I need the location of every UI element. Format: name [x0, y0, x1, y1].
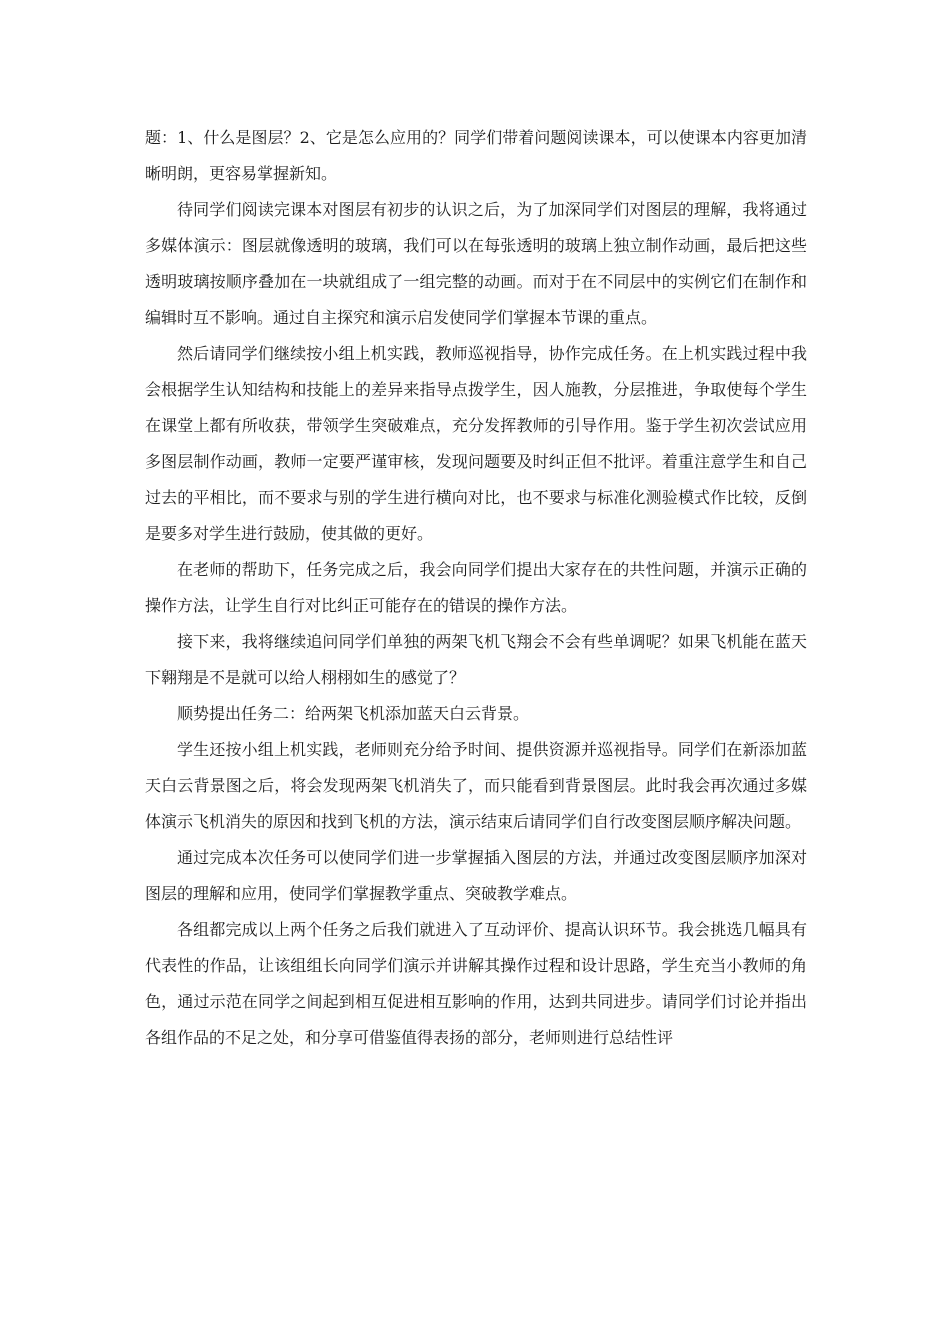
document-body	[145, 120, 807, 1056]
paragraph-9: 各组都完成以上两个任务之后我们就进入了互动评价、提高认识环节。我会挑选几幅具有代表性的作品，让该组组长向同学们演示并讲解其操作过程和设计思路，学生充当小教师的角色，通过示范在同学之间起到相互促进相互影响的作用，达到共同进步。请同学们讨论并指出各组作品的不足之处，和分享可借鉴值得表扬的部分，老师则进行总结性评	[145, 920, 807, 1047]
paragraph-7: 学生还按小组上机实践，老师则充分给予时间、提供资源并巡视指导。同学们在新添加蓝天白云背景图之后，将会发现两架飞机消失了，而只能看到背景图层。此时我会再次通过多媒体演示飞机消失的原因和找到飞机的方法，演示结束后请同学们自行改变图层顺序解决问题。	[145, 740, 807, 831]
paragraph-5: 接下来，我将继续追问同学们单独的两架飞机飞翔会不会有些单调呢？如果飞机能在蓝天下翱翔是不是就可以给人栩栩如生的感觉了？	[145, 632, 807, 687]
paragraph-2: 待同学们阅读完课本对图层有初步的认识之后，为了加深同学们对图层的理解，我将通过多媒体演示：图层就像透明的玻璃，我们可以在每张透明的玻璃上独立制作动画，最后把这些透明玻璃按顺序叠加在一块就组成了一组完整的动画。而对于在不同层中的实例它们在制作和编辑时互不影响。通过自主探究和演示启发使同学们掌握本节课的重点。	[145, 200, 807, 327]
paragraph-3: 然后请同学们继续按小组上机实践，教师巡视指导，协作完成任务。在上机实践过程中我会根据学生认知结构和技能上的差异来指导点拨学生，因人施教，分层推进，争取使每个学生在课堂上都有所收获，带领学生突破难点，充分发挥教师的引导作用。鉴于学生初次尝试应用多图层制作动画，教师一定要严谨审核，发现问题要及时纠正但不批评。着重注意学生和自己过去的平相比，而不要求与别的学生进行横向对比，也不要求与标准化测验模式作比较，反倒是要多对学生进行鼓励，使其做的更好。	[145, 344, 807, 543]
paragraph-8: 通过完成本次任务可以使同学们进一步掌握插入图层的方法，并通过改变图层顺序加深对图层的理解和应用，使同学们掌握教学重点、突破教学难点。	[145, 848, 807, 903]
paragraph-6: 顺势提出任务二：给两架飞机添加蓝天白云背景。	[177, 704, 530, 723]
paragraph-4: 在老师的帮助下，任务完成之后，我会向同学们提出大家存在的共性问题，并演示正确的操作方法，让学生自行对比纠正可能存在的错误的操作方法。	[145, 560, 807, 615]
paragraph-1: 题：1、什么是图层？2、它是怎么应用的？同学们带着问题阅读课本，可以使课本内容更加清晰明朗，更容易掌握新知。	[145, 128, 807, 183]
